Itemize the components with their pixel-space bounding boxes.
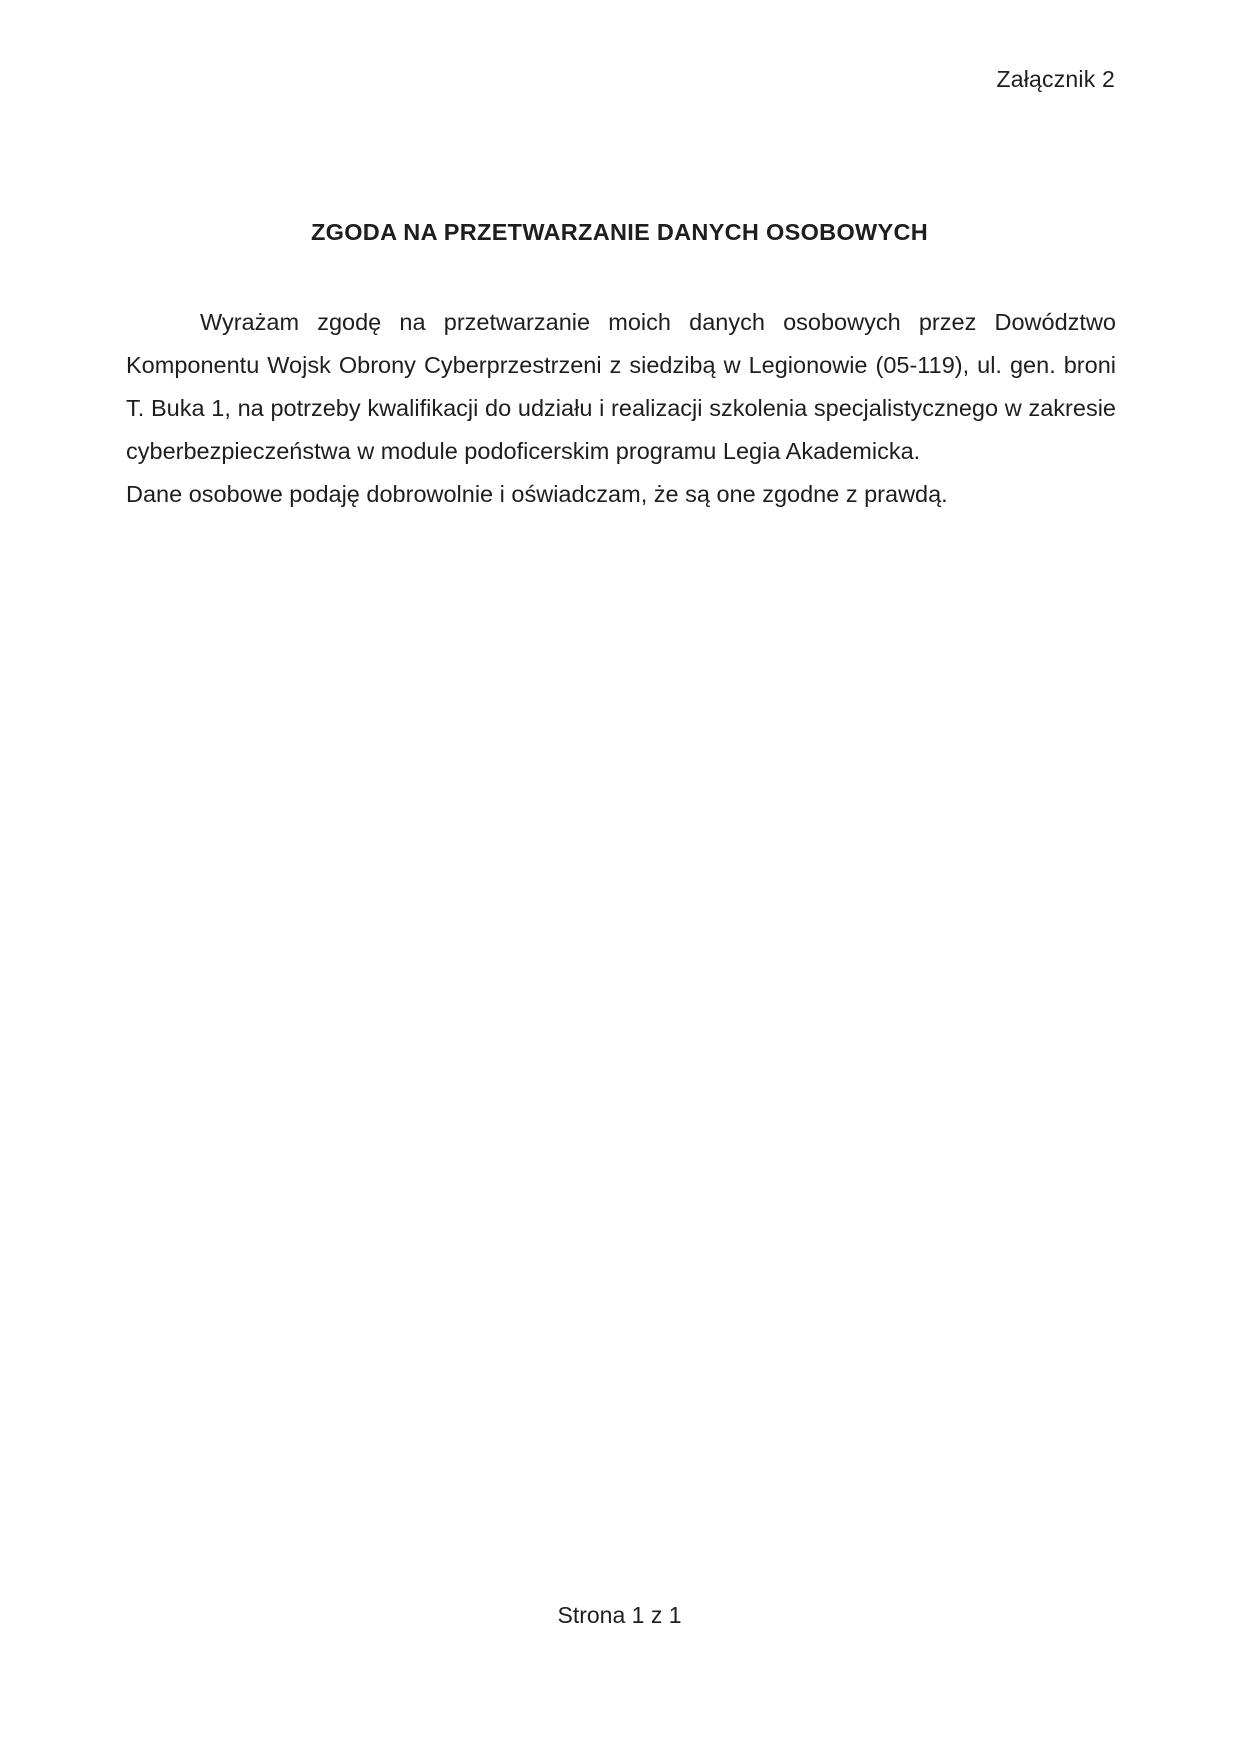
consent-paragraph: Wyrażam zgodę na przetwarzanie moich danych osobowych przez Dowództwo Komponentu Wojsk Obrony Cyberprzestrzeni z siedzibą w Legionowie (05-119), ul. gen. broni T. Buka 1, na potrzeby kwalifikacji do udziału i realizacji szkolenia specjalistycznego w zakresie cyberbezpieczeństwa w module podoficerskim programu Legia Akademicka.: [126, 309, 1116, 464]
attachment-label: Załącznik 2: [996, 66, 1115, 92]
page-number-footer: Strona 1 z 1: [557, 1602, 682, 1628]
document-title: ZGODA NA PRZETWARZANIE DANYCH OSOBOWYCH: [310, 219, 929, 245]
declaration-line: Dane osobowe podaję dobrowolnie i oświadczam, że są one zgodne z prawdą.: [126, 481, 948, 507]
document-body: [126, 301, 1116, 516]
